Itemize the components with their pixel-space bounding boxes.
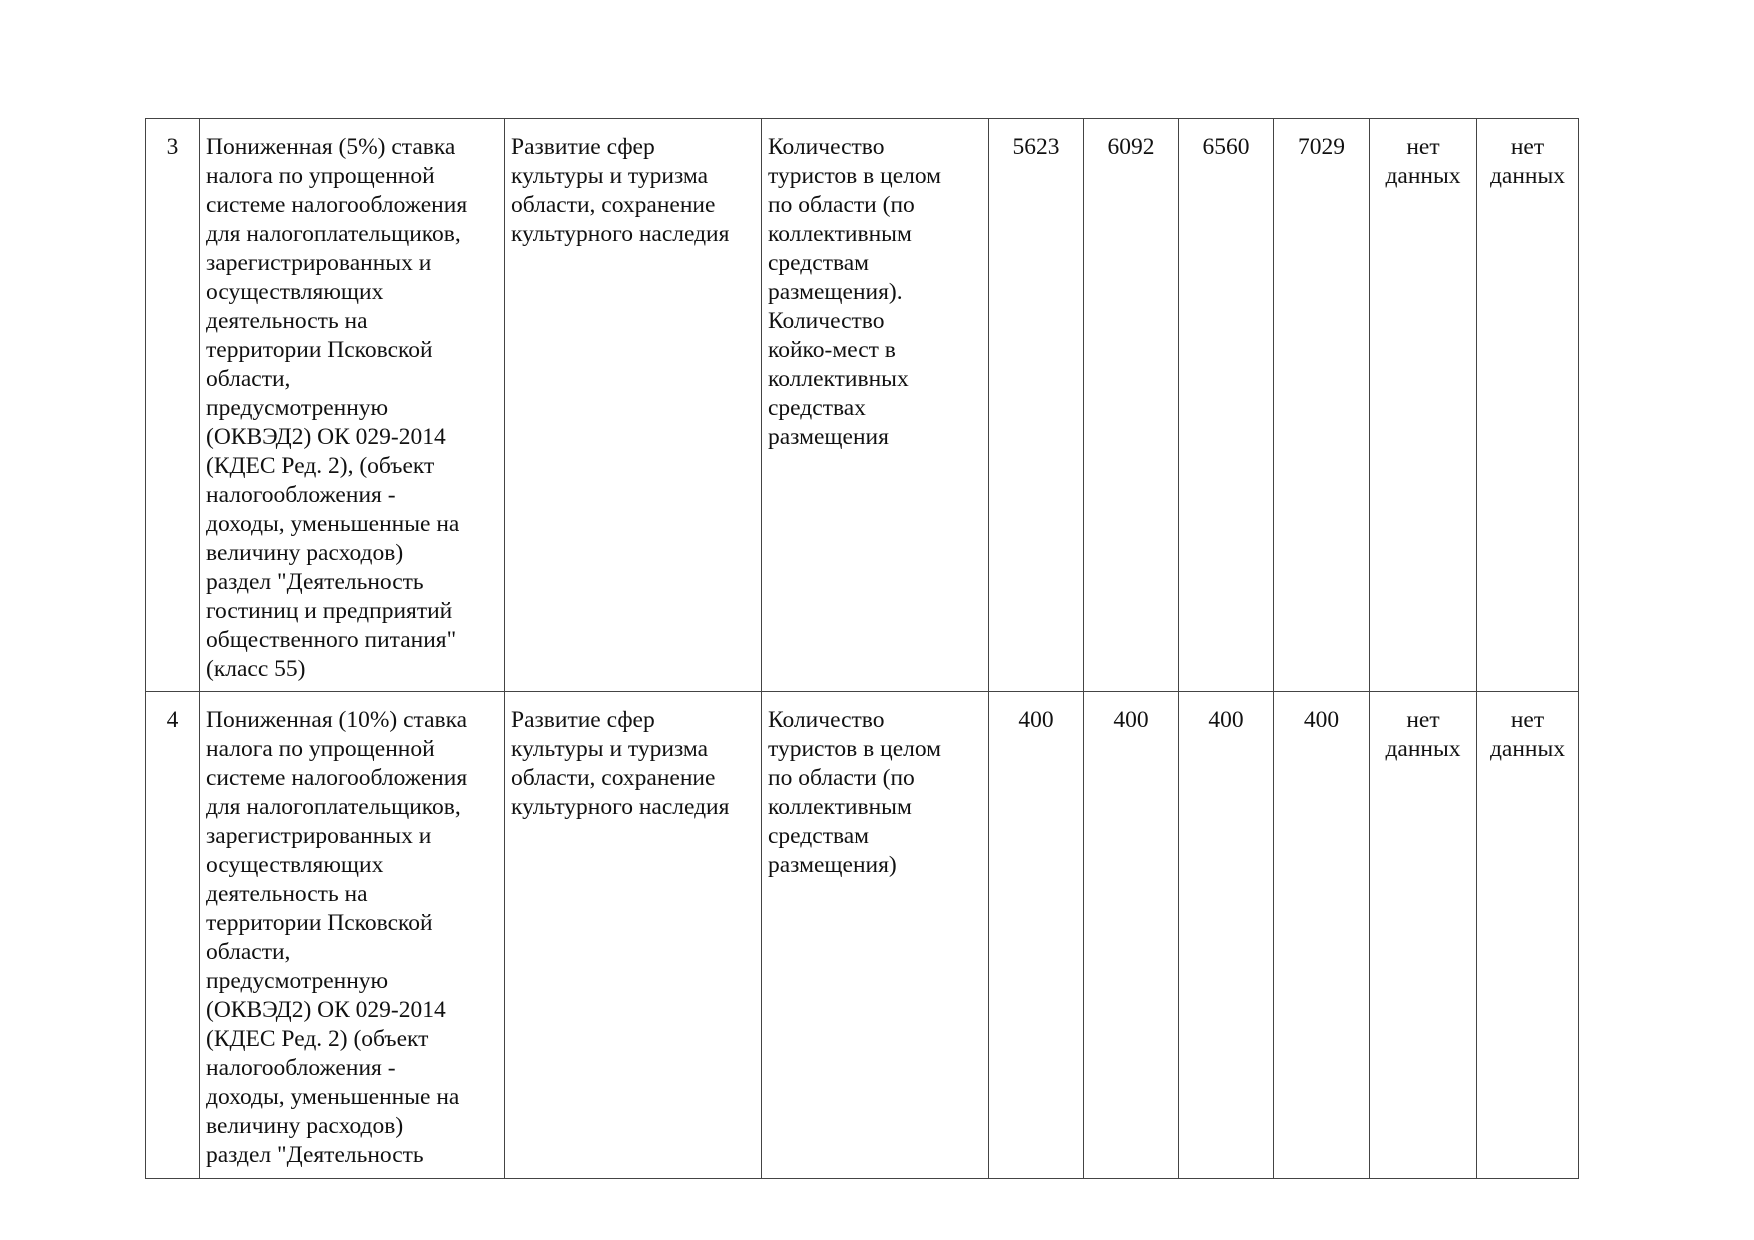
indicator-value-4: 7029 — [1274, 119, 1370, 692]
table-row — [146, 692, 1579, 1179]
indicator-value-2: 6092 — [1084, 119, 1179, 692]
benefit-goal: Развитие сфер культуры и туризма области, сохранение культурного наследия — [505, 692, 762, 1179]
indicator-value-1: 5623 — [989, 119, 1084, 692]
benefit-goal: Развитие сфер культуры и туризма области, сохранение культурного наследия — [505, 119, 762, 692]
benefit-description: Пониженная (10%) ставка налога по упрощенной системе налогообложения для налогоплательщиков, зарегистрированных и осуществляющих деятельность на территории Псковской области, предусмотренную (ОКВЭД2) ОК 029-2014 (КДЕС Ред. 2) (объект налогообложения - доходы, уменьшенные на величину расходов) раздел "Деятельность — [200, 692, 505, 1179]
indicator-value-2: 400 — [1084, 692, 1179, 1179]
indicator-value-3: 400 — [1179, 692, 1274, 1179]
indicator-value-6: нет данных — [1477, 692, 1579, 1179]
indicator-value-5: нет данных — [1370, 692, 1477, 1179]
tax-benefits-table — [145, 118, 1579, 1179]
indicator-value-4: 400 — [1274, 692, 1370, 1179]
benefit-description: Пониженная (5%) ставка налога по упрощенной системе налогообложения для налогоплательщиков, зарегистрированных и осуществляющих деятельность на территории Псковской области, предусмотренную (ОКВЭД2) ОК 029-2014 (КДЕС Ред. 2), (объект налогообложения - доходы, уменьшенные на величину расходов) раздел "Деятельность гостиниц и предприятий общественного питания" (класс 55) — [200, 119, 505, 692]
indicator-value-5: нет данных — [1370, 119, 1477, 692]
benefit-indicator: Количество туристов в целом по области (по коллективным средствам размещения). Количество койко-мест в коллективных средствах размещения — [762, 119, 989, 692]
row-number: 4 — [146, 692, 200, 1179]
row-number: 3 — [146, 119, 200, 692]
table-row — [146, 119, 1579, 692]
indicator-value-6: нет данных — [1477, 119, 1579, 692]
indicator-value-3: 6560 — [1179, 119, 1274, 692]
indicator-value-1: 400 — [989, 692, 1084, 1179]
benefit-indicator: Количество туристов в целом по области (по коллективным средствам размещения) — [762, 692, 989, 1179]
